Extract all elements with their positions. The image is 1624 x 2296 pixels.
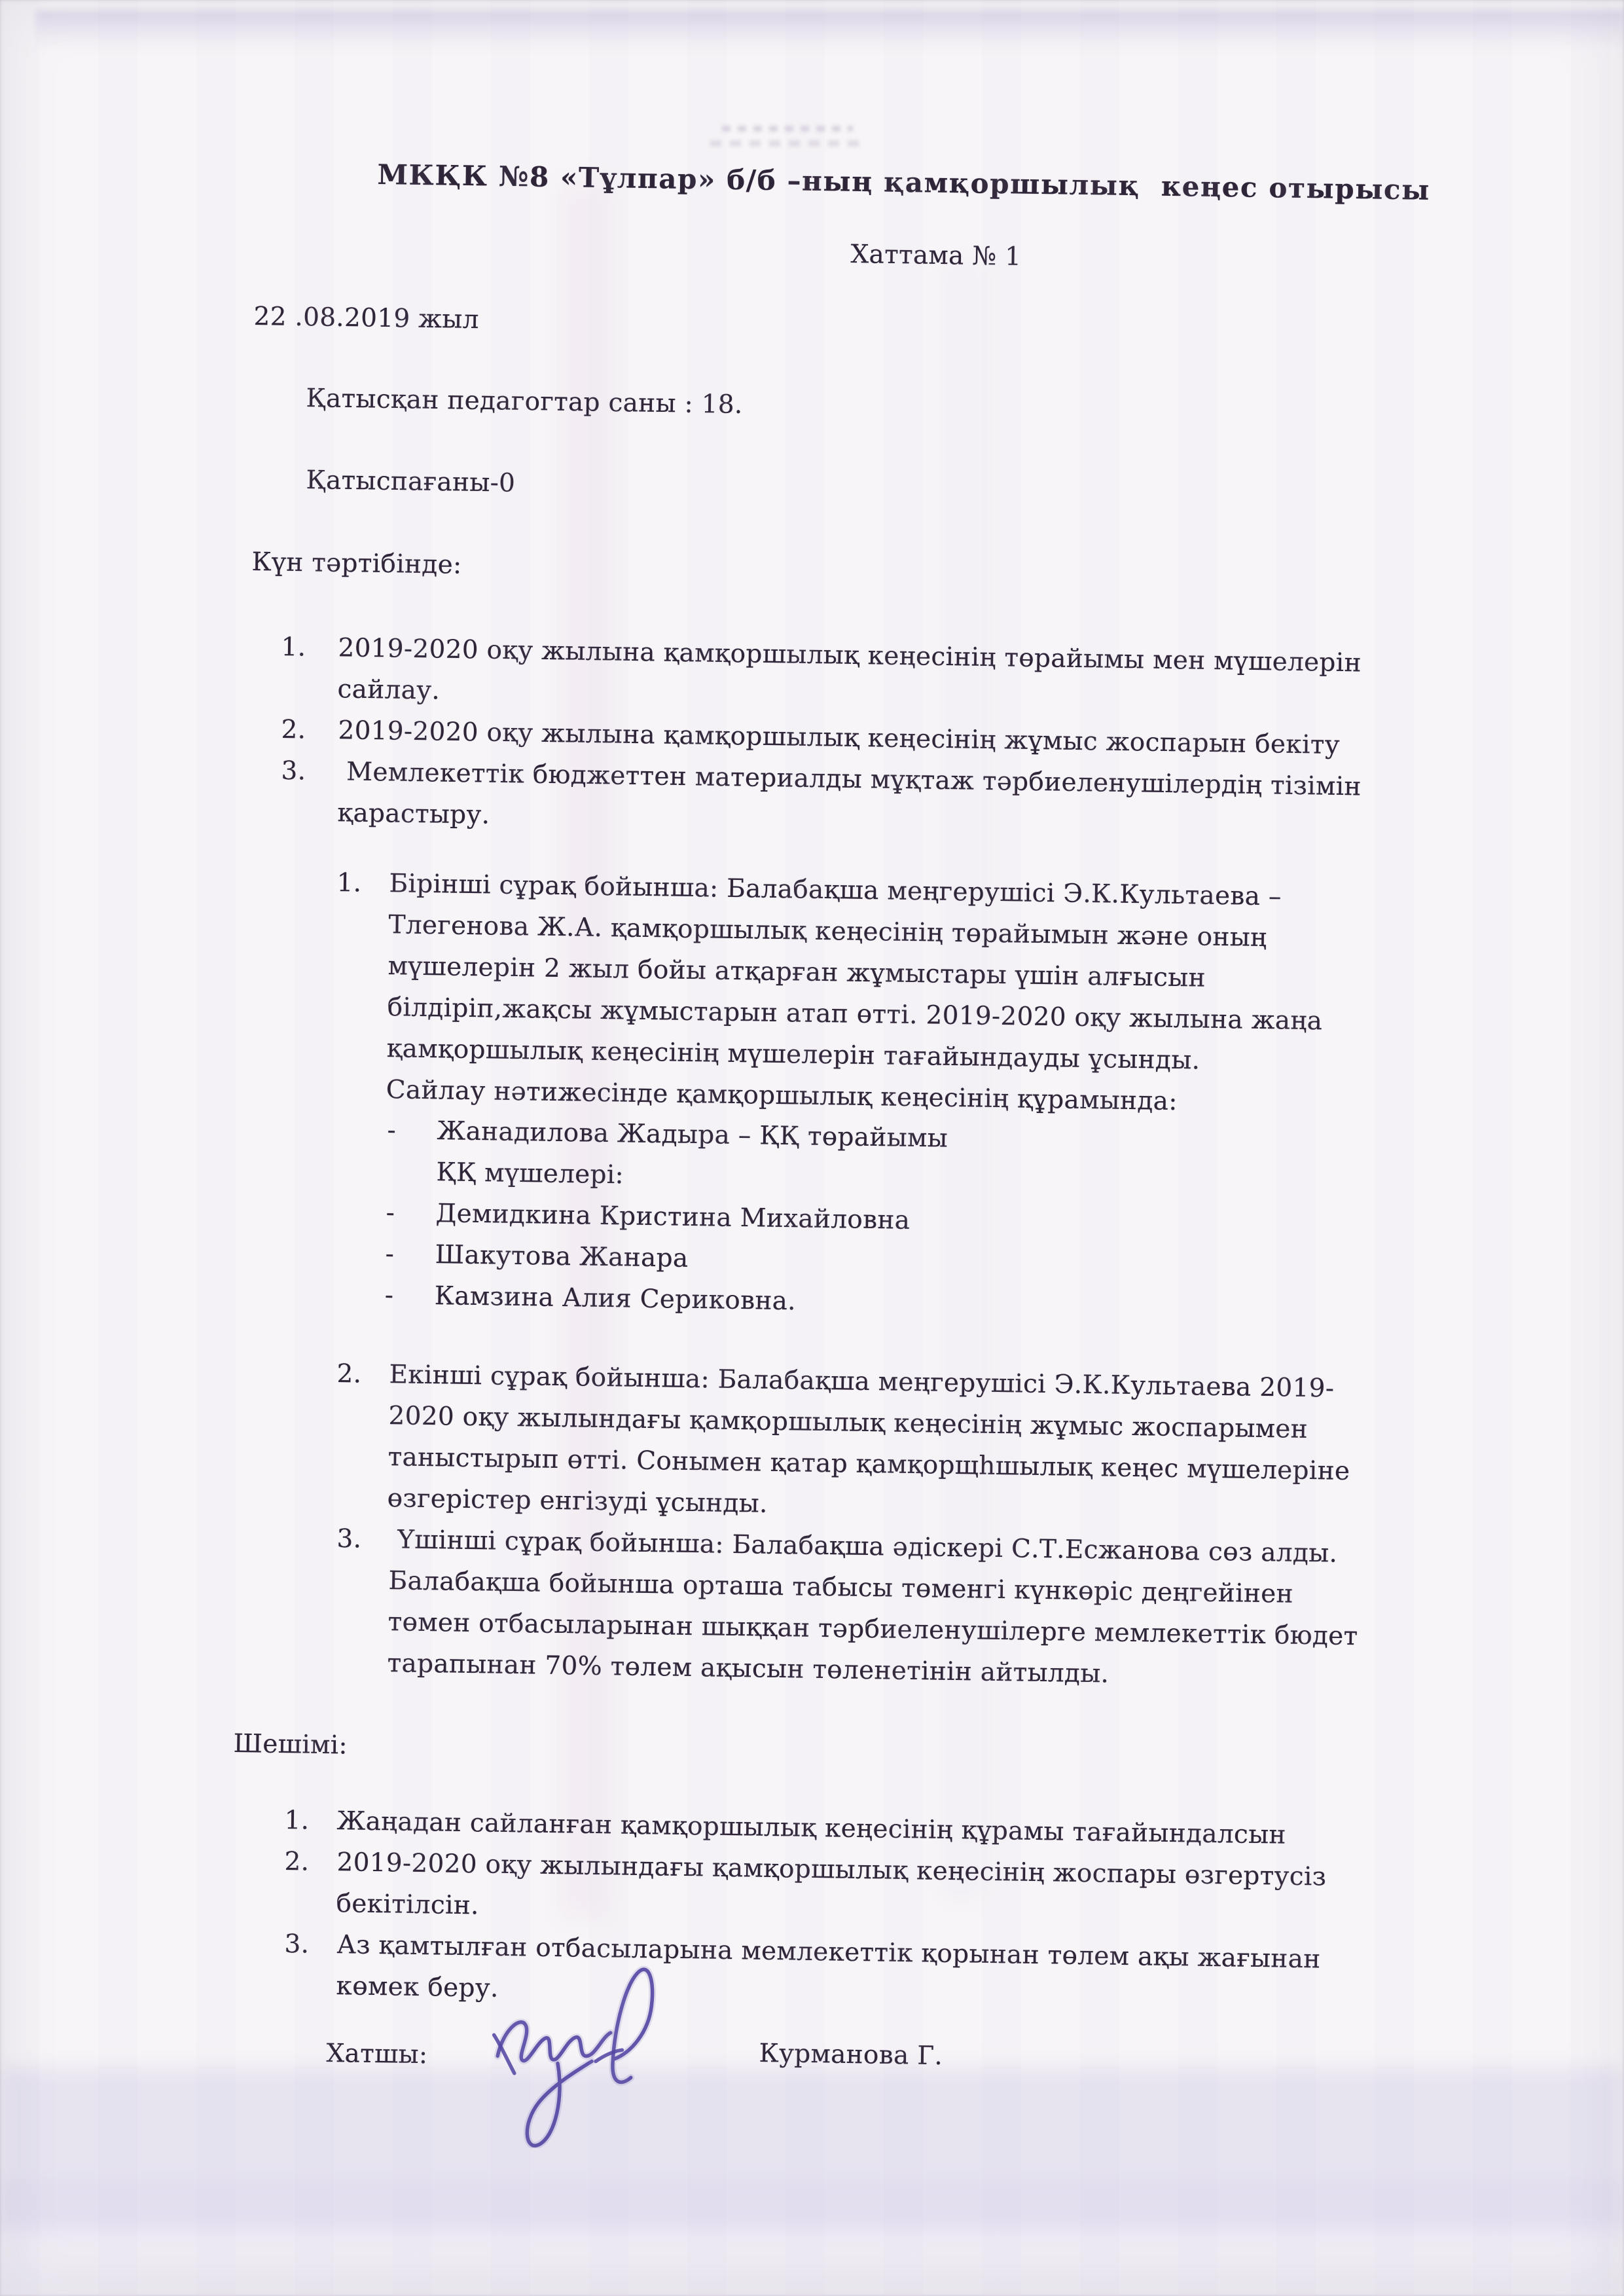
council-members-rows — [384, 1110, 948, 1324]
date-line: 22 .08.2019 жыл — [253, 301, 480, 335]
absent-count-line: Қатыспағаны-0 — [306, 465, 516, 498]
scan-noise-top — [36, 10, 1624, 51]
attended-count-line: Қатысқан педагогтар саны : 18. — [306, 383, 743, 420]
discussion-item — [334, 1353, 1351, 1533]
discussion-item-text: Екінші сұрақ бойынша: Балабақша меңгерушісі Э.К.Культаева 2019- 2020 оқу жылындағы қамқоршылық кеңесінің жұмыс жоспарымен таныстырып өтті. Сонымен қатар қамқорщһшылық кеңес мүшелеріне өзгерістер енгізуді ұсынды. — [387, 1360, 1350, 1519]
agenda-item — [280, 627, 1362, 725]
agenda-item-text: Мемлекеттік бюджеттен материалды мұқтаж тәрбиеленушілердің тізімін қарастыру. — [337, 757, 1362, 830]
agenda-item-text: 2019-2020 оқу жылына қамқоршылық кеңесінің жұмыс жоспарын бекіту — [338, 716, 1341, 760]
scan-ghost-bar — [722, 126, 853, 132]
council-member-row: ҚҚ мүшелері: — [436, 1157, 624, 1190]
decision-item-number: 3. — [284, 1929, 310, 1959]
signature — [478, 1931, 730, 2151]
protocol-number: Хаттама № 1 — [850, 239, 1022, 272]
scan-ghost-bar — [710, 140, 867, 147]
agenda-item — [280, 750, 1362, 848]
scan-ghost-artifact — [710, 122, 877, 156]
discussion-item-number: 1. — [336, 867, 362, 898]
scan-noise-bottom — [0, 2180, 1624, 2296]
agenda-item-text: 2019-2020 оқу жылына қамқоршылық кеңесінің төрайымы мен мүшелерін сайлау. — [337, 633, 1362, 706]
decision-item-number: 1. — [284, 1805, 310, 1836]
secretary-name: Курманова Г. — [759, 2038, 943, 2071]
discussion-item-text: Үшінші сұрақ бойынша: Балабақша әдіскері С.Т.Есжанова сөз алды. Балабақша бойынша орташа табысы төменгі күнкөріс деңгейінен төмен отбасыларынан шыққан тәрбиеленушілерге мемлекеттік бюдет тарапынан 70% төлем ақысын төленетінін айтылды. — [387, 1525, 1358, 1689]
discussion-item-number: 2. — [336, 1358, 362, 1389]
document-title: МКҚК №8 «Тұлпар» б/б –ның қамқоршылық кеңес отырысы — [377, 158, 1431, 206]
agenda-item-number: 1. — [281, 632, 306, 663]
council-member-row: - Камзина Алия Сериковна. — [384, 1280, 797, 1317]
council-member-row: - Демидкина Кристина Михайловна — [386, 1197, 911, 1235]
discussion-item — [333, 862, 1324, 1124]
decision-item — [283, 1841, 1327, 1939]
decision-item-number: 2. — [284, 1846, 310, 1877]
decision-item — [283, 1923, 1321, 2021]
decision-item-text: 2019-2020 оқу жылындағы қамқоршылық кеңесінің жоспары өзгертусіз бекітілсін. — [336, 1848, 1327, 1921]
council-members-list — [384, 1110, 948, 1324]
agenda-item-number: 3. — [281, 756, 306, 786]
council-member-row: - Шакутова Жанара — [385, 1239, 689, 1273]
decision-heading: Шешімі: — [233, 1728, 348, 1760]
secretary-label: Хатшы: — [326, 2038, 428, 2070]
agenda-item-number: 2. — [281, 714, 306, 745]
discussion-item — [334, 1518, 1360, 1698]
decision-item-text: Жаңадан сайланған қамқоршылық кеңесінің құрамы тағайындалсын — [336, 1806, 1287, 1850]
agenda-heading: Күн тәртібінде: — [251, 547, 462, 580]
discussion-item-number: 3. — [336, 1523, 362, 1554]
decision-item-text: Аз қамтылған отбасыларына мемлекеттік қорынан төлем ақы жағынан көмек беру. — [336, 1930, 1321, 2003]
council-member-row: - Жанадилова Жадыра – ҚҚ төрайымы — [387, 1115, 948, 1154]
discussion-item-text: Бірінші сұрақ бойынша: Балабақша меңгерушісі Э.К.Культаева – Тлегенова Ж.А. қамқоршылық кеңесінің төрайымын және оның мүшелерін 2 жыл бойы атқарған жұмыстары үшін алғысын білдіріп,жақсы жұмыстарын атап өтті. 2019-2020 оқу жылына жаңа қамқоршылық кеңесінің мүшелерін тағайындауды ұсынды. Сайлау нәтижесінде қамқоршылық кеңесінің құрамында: — [386, 869, 1323, 1117]
